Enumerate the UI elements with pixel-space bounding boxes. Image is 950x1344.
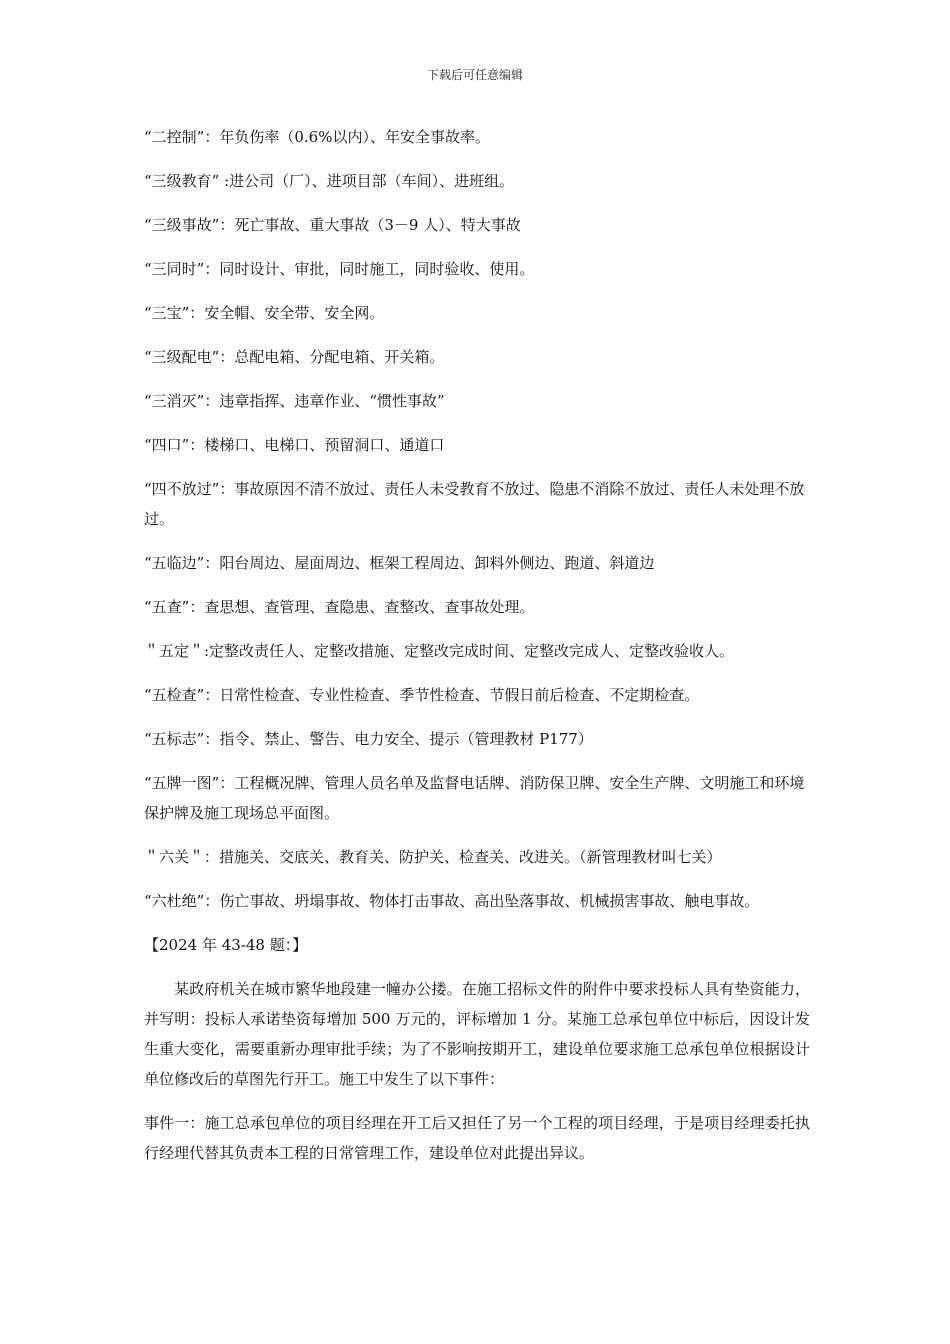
list-item: “五检查”：日常性检查、专业性检查、季节性检查、节假日前后检查、不定期检查。 — [144, 686, 700, 704]
list-item: “四不放过”：事故原因不清不放过、责任人未受教育不放过、隐患不消除不放过、责任人未处理不放过。 — [144, 480, 805, 528]
list-item: “三同时”：同时设计、审批，同时施工，同时验收、使用。 — [144, 260, 535, 278]
list-item: “五临边”：阳台周边、屋面周边、框架工程周边、卸料外侧边、跑道、斜道边 — [144, 554, 655, 572]
list-item: “三宝”：安全帽、安全带、安全网。 — [144, 304, 385, 322]
page-header-note: 下载后可任意编辑 — [426, 68, 523, 82]
event-one-paragraph: 事件一：施工总承包单位的项目经理在开工后又担任了另一个工程的项目经理，于是项目经理委托执行经理代替其负责本工程的日常管理工作，建设单位对此提出异议。 — [144, 1114, 810, 1162]
document-body — [144, 122, 810, 1182]
list-item: “三级配电”：总配电箱、分配电箱、开关箱。 — [144, 348, 445, 366]
list-item: ＂五定＂:定整改责任人、定整改措施、定整改完成时间、定整改完成人、定整改验收人。 — [144, 642, 735, 660]
list-item: ＂六关＂：措施关、交底关、教育关、防护关、检查关、改进关。（新管理教材叫七关） — [144, 848, 722, 866]
list-item: “三级事故”：死亡事故、重大事故（3－9 人）、特大事故 — [144, 216, 521, 234]
case-paragraph: 某政府机关在城市繁华地段建一幢办公搂。在施工招标文件的附件中要求投标人具有垫资能力，并写明：投标人承诺垫资每增加 500 万元的，评标增加 1 分。某施工总承包单位中标后，因设计发生重大变化，需要重新办理审批手续；为了不影响按期开工，建设单位要求施工总承包单位根据设计单位修改后的草图先行开工。施工中发生了以下事件： — [144, 980, 810, 1088]
list-item: “五标志”：指令、禁止、警告、电力安全、提示（管理教材 P177） — [144, 730, 593, 748]
list-item: “六杜绝”：伤亡事故、坍塌事故、物体打击事故、高出坠落事故、机械损害事故、触电事故。 — [144, 892, 760, 910]
list-item: “三级教育” :进公司（厂）、进项目部（车间）、进班组。 — [144, 172, 515, 190]
list-item: “四口”：楼梯口、电梯口、预留洞口、通道口 — [144, 436, 445, 454]
list-item: “五牌一图”：工程概况牌、管理人员名单及监督电话牌、消防保卫牌、安全生产牌、文明施工和环境保护牌及施工现场总平面图。 — [144, 774, 805, 822]
list-item: “二控制”：年负伤率（0.6%以内）、年安全事故率。 — [144, 128, 490, 146]
list-item: “五查”：查思想、查管理、查隐患、查整改、查事故处理。 — [144, 598, 535, 616]
list-item: “三消灭”：违章指挥、违章作业、“惯性事故” — [144, 392, 445, 410]
section-title: 【2024 年 43-48 题：】 — [144, 936, 308, 954]
